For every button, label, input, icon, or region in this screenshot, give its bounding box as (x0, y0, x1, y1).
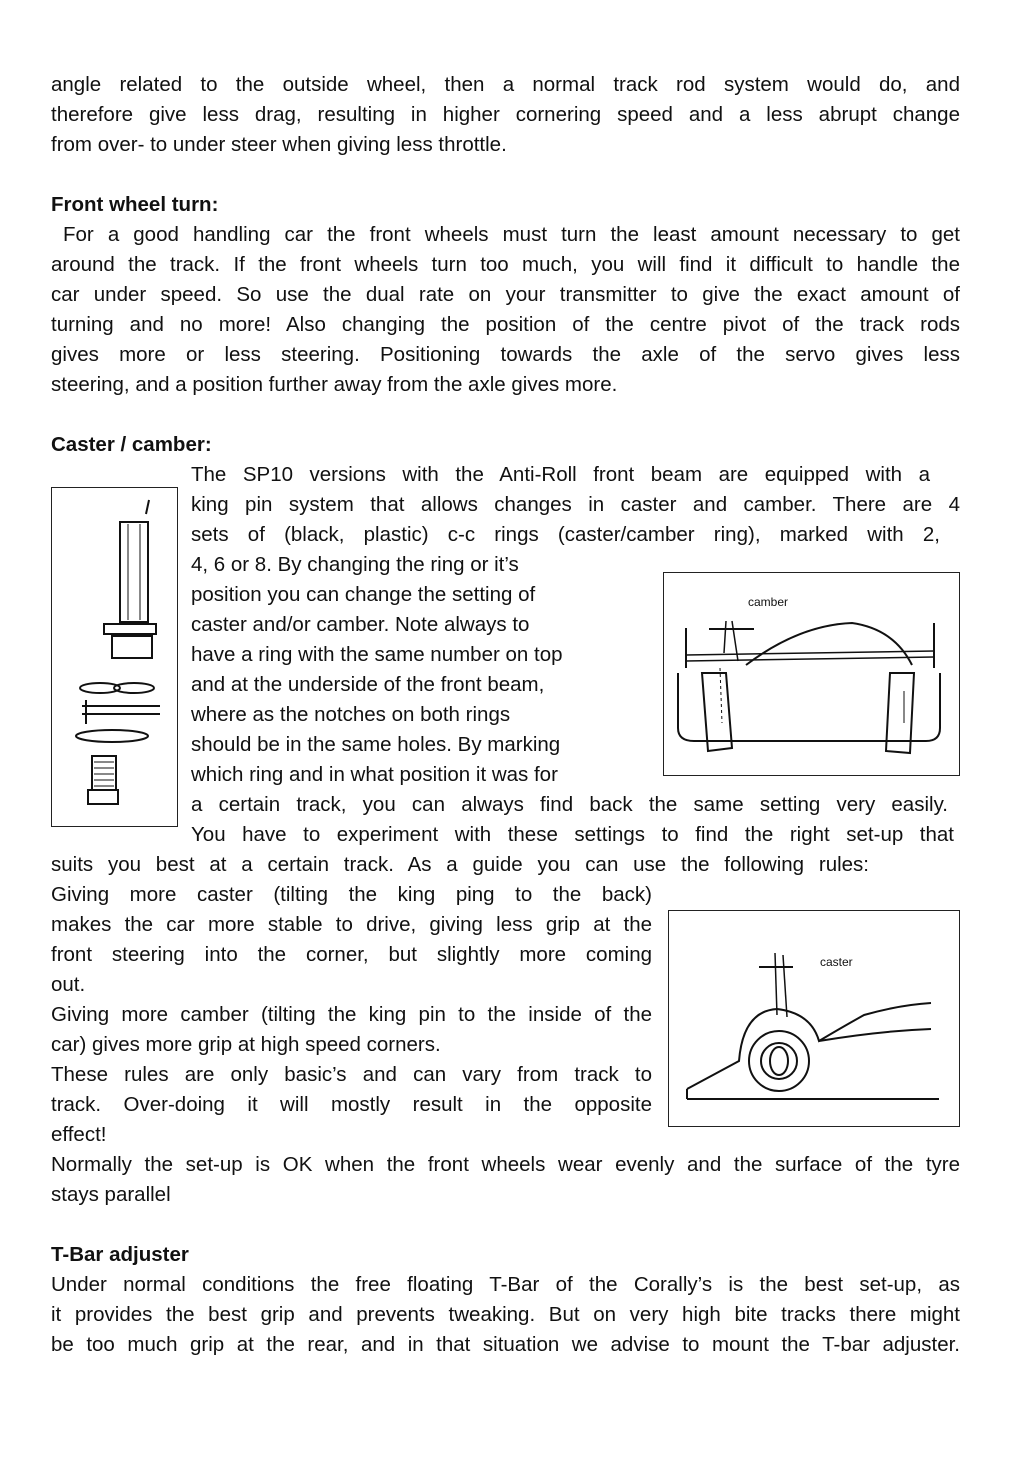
camber-label: camber (748, 595, 789, 609)
t-bar-line-3: be too much grip at the rear, and in that situation we advise to mount the T-bar adjuster. (51, 1333, 960, 1356)
caster-line-18: out. (51, 973, 86, 996)
caster-line-22: track. Over-doing it will mostly result in the opposite (51, 1093, 652, 1116)
camber-figure (663, 572, 960, 776)
front-wheel-line-5: gives more or less steering. Positioning towards the axle of the servo gives less (51, 343, 960, 366)
caster-illustration (669, 911, 959, 1126)
caster-line-25: stays parallel (51, 1183, 171, 1206)
front-wheel-line-3: car under speed. So use the dual rate on your transmitter to give the exact amount of (51, 283, 960, 306)
caster-line-4: 4, 6 or 8. By changing the ring or it’s (191, 553, 519, 576)
caster-line-14: suits you best at a certain track. As a guide you can use the following rules: (51, 853, 869, 876)
king-pin-illustration (52, 488, 177, 826)
caster-line-19: Giving more camber (tilting the king pin to the inside of the (51, 1003, 652, 1026)
caster-line-23: effect! (51, 1123, 107, 1146)
caster-line-21: These rules are only basic’s and can vary from track to (51, 1063, 652, 1086)
front-wheel-line-2: around the track. If the front wheels turn too much, you will find it difficult to handle the (51, 253, 960, 276)
caster-line-12: a certain track, you can always find back the same setting very easily. (191, 793, 948, 816)
caster-line-6: caster and/or camber. Note always to (191, 613, 530, 636)
king-pin-figure (51, 487, 178, 827)
caster-line-15: Giving more caster (tilting the king ping to the back) (51, 883, 652, 906)
intro-line-1: angle related to the outside wheel, then a normal track rod system would do, and (51, 73, 960, 96)
caster-line-2: king pin system that allows changes in caster and camber. There are 4 (191, 493, 960, 516)
caster-line-24: Normally the set-up is OK when the front wheels wear evenly and the surface of the tyre (51, 1153, 960, 1176)
caster-line-10: should be in the same holes. By marking (191, 733, 561, 756)
front-wheel-line-1: For a good handling car the front wheels must turn the least amount necessary to get (63, 223, 960, 246)
caster-line-1: The SP10 versions with the Anti-Roll front beam are equipped with a (191, 463, 930, 486)
caster-line-11: which ring and in what position it was for (191, 763, 558, 786)
caster-line-3: sets of (black, plastic) c-c rings (caster/camber ring), marked with 2, (191, 523, 940, 546)
caster-line-13: You have to experiment with these settings to find the right set-up that (191, 823, 954, 846)
front-wheel-turn-heading: Front wheel turn: (51, 193, 219, 216)
caster-label: caster (820, 955, 853, 969)
caster-figure (668, 910, 960, 1127)
caster-line-17: front steering into the corner, but slightly more coming (51, 943, 652, 966)
caster-line-8: and at the underside of the front beam, (191, 673, 545, 696)
caster-camber-heading: Caster / camber: (51, 433, 212, 456)
intro-line-3: from over- to under steer when giving less throttle. (51, 133, 507, 156)
caster-line-7: have a ring with the same number on top (191, 643, 563, 666)
front-wheel-line-4: turning and no more! Also changing the position of the centre pivot of the track rods (51, 313, 960, 336)
caster-line-5: position you can change the setting of (191, 583, 536, 606)
caster-line-20: car) gives more grip at high speed corners. (51, 1033, 441, 1056)
camber-illustration (664, 573, 959, 775)
front-wheel-line-6: steering, and a position further away from the axle gives more. (51, 373, 618, 396)
t-bar-line-2: it provides the best grip and prevents tweaking. But on very high bite tracks there might (51, 1303, 960, 1326)
t-bar-line-1: Under normal conditions the free floating T-Bar of the Corally’s is the best set-up, as (51, 1273, 960, 1296)
caster-line-9: where as the notches on both rings (191, 703, 511, 726)
intro-line-2: therefore give less drag, resulting in higher cornering speed and a less abrupt change (51, 103, 960, 126)
caster-line-16: makes the car more stable to drive, giving less grip at the (51, 913, 652, 936)
t-bar-heading: T-Bar adjuster (51, 1243, 189, 1266)
